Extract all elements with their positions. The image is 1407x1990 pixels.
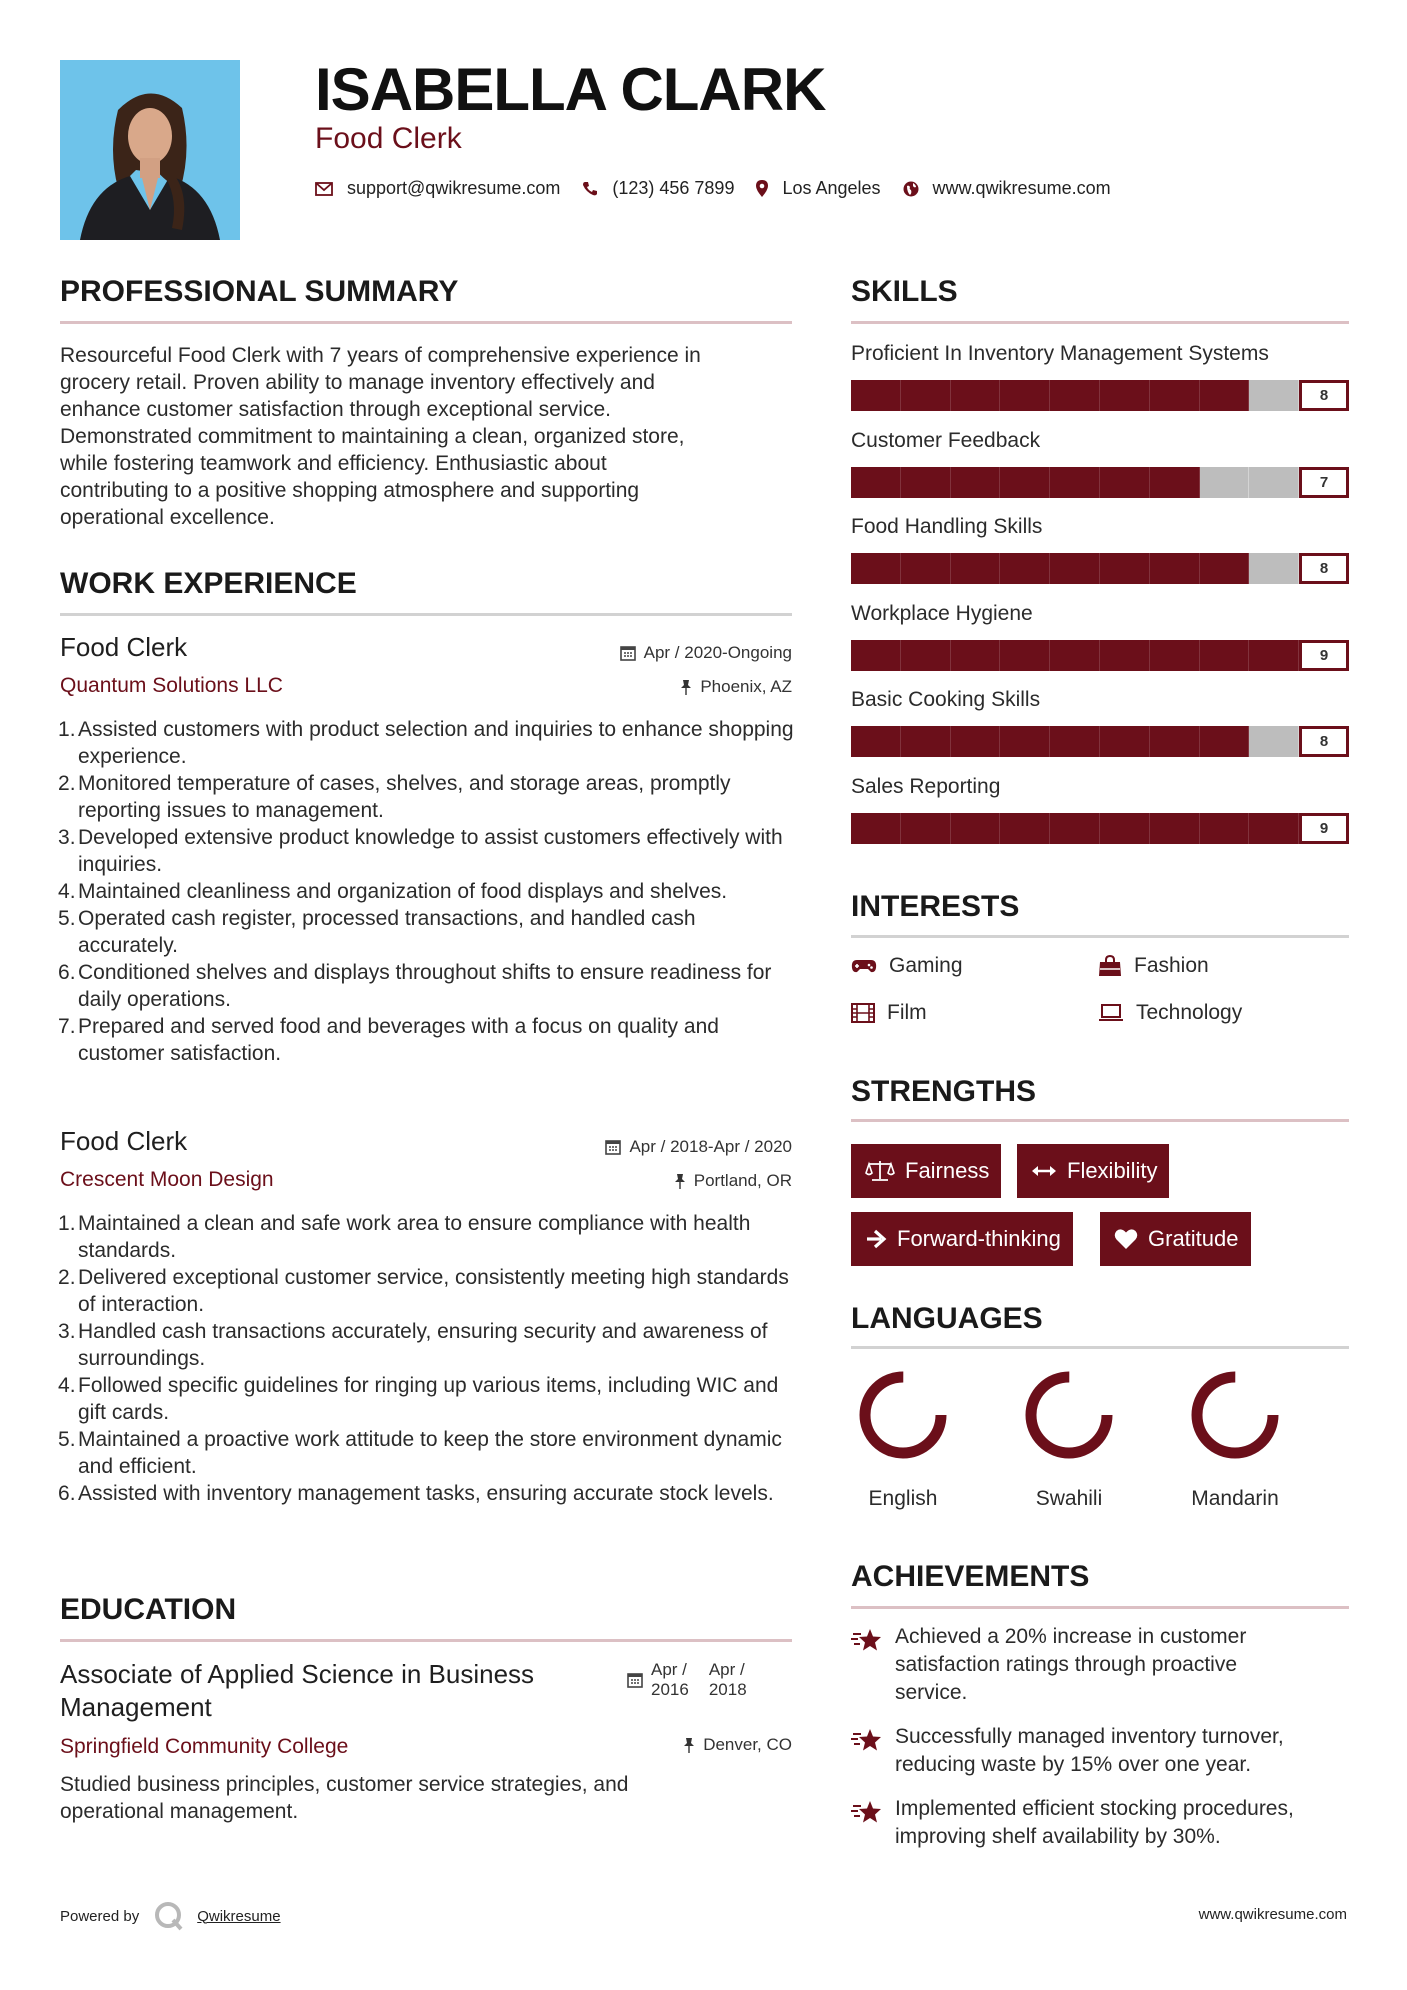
footer-url[interactable]: www.qwikresume.com	[1198, 1906, 1347, 1923]
language-ring	[1019, 1365, 1119, 1465]
skill-bar-segment	[1000, 813, 1050, 844]
skill-bar-segment	[1150, 726, 1200, 757]
skill-level-bar	[851, 553, 1349, 584]
portrait-image	[60, 60, 240, 240]
skill-level-bar	[851, 813, 1349, 844]
contact-email[interactable]	[315, 178, 560, 199]
duty-item: Maintained cleanliness and organization of food displays and shelves.	[78, 880, 728, 903]
language-ring	[853, 1365, 953, 1465]
skill-bar-segment	[1150, 813, 1200, 844]
education-divider	[60, 1639, 792, 1642]
duty-item: Conditioned shelves and displays throughout shifts to ensure readiness for daily operations.	[78, 961, 772, 1011]
skill-bar-segment	[951, 813, 1001, 844]
arrows-horizontal-icon	[1031, 1164, 1057, 1178]
skill-bar-segment	[1249, 640, 1299, 671]
interest-label: Film	[887, 1001, 927, 1024]
pushpin-icon	[683, 1737, 695, 1753]
skill-bar-segment	[1050, 467, 1100, 498]
achievement-item	[851, 1723, 1351, 1779]
skill-name: Basic Cooking Skills	[851, 688, 1041, 711]
duty-item: Developed extensive product knowledge to assist customers effectively with inquiries.	[78, 826, 783, 876]
skill-bar-segment	[951, 726, 1001, 757]
skill-bar-segment	[1000, 380, 1050, 411]
languages-heading: LANGUAGES	[851, 1302, 1043, 1335]
language-name: English	[868, 1487, 938, 1510]
duty-item: Maintained a clean and safe work area to ensure compliance with health standards.	[78, 1212, 751, 1262]
duty-item: Assisted with inventory management tasks, ensuring accurate stock levels.	[78, 1482, 774, 1505]
skill-bar-segment	[1050, 553, 1100, 584]
skill-bar-segment	[851, 553, 901, 584]
contact-phone[interactable]	[582, 178, 734, 199]
star-icon	[851, 1799, 883, 1825]
education-location	[683, 1735, 792, 1755]
skill-bar-segment	[951, 553, 1001, 584]
pushpin-icon	[680, 679, 692, 695]
skill-bar-segment	[1000, 467, 1050, 498]
skill-bar-segment	[901, 380, 951, 411]
education-location-text: Denver, CO	[703, 1735, 792, 1754]
shopping-bag-icon	[1098, 955, 1122, 977]
achievement-text	[895, 1795, 1294, 1851]
skill-bar-segment	[851, 467, 901, 498]
duty-item: Prepared and served food and beverages with a focus on quality and customer satisfaction.	[78, 1015, 719, 1065]
language-name: Mandarin	[1191, 1487, 1279, 1510]
achievement-line: reducing waste by 15% over one year.	[895, 1753, 1252, 1776]
interests-heading: INTERESTS	[851, 890, 1020, 923]
skill-bar-segment	[1100, 380, 1150, 411]
degree-line: Management	[60, 1692, 212, 1722]
balance-scale-icon	[865, 1160, 895, 1182]
skill-level-value: 8	[1299, 726, 1349, 757]
pushpin-icon	[674, 1173, 686, 1189]
education-desc-line: Studied business principles, customer service strategies, and	[60, 1773, 629, 1796]
language-proficiency-arc	[1197, 1377, 1273, 1453]
skill-bar-segment	[901, 467, 951, 498]
skills-heading: SKILLS	[851, 275, 958, 308]
interest-label: Fashion	[1134, 954, 1209, 977]
summary-line: contributing to a positive shopping atmosphere and supporting	[60, 479, 640, 502]
skill-name: Proficient In Inventory Management Systems	[851, 342, 1269, 365]
duty-item: Operated cash register, processed transactions, and handled cash accurately.	[78, 907, 696, 957]
strength-forward-thinking	[851, 1212, 1073, 1266]
interest-technology	[1098, 1001, 1242, 1025]
skill-bar-segment	[851, 726, 901, 757]
skill-bar-segment	[851, 380, 901, 411]
skill-bar-segment	[1100, 553, 1150, 584]
achievement-line: Achieved a 20% increase in customer	[895, 1625, 1247, 1648]
skill-level-bar	[851, 380, 1349, 411]
skill-bar-segment	[901, 726, 951, 757]
envelope-icon	[315, 182, 333, 196]
strength-fairness	[851, 1144, 1001, 1198]
experience-heading: WORK EXPERIENCE	[60, 567, 357, 600]
education-dates	[627, 1660, 747, 1700]
achievements-divider	[851, 1606, 1349, 1609]
summary-line: Demonstrated commitment to maintaining a clean, organized store,	[60, 425, 685, 448]
skill-bar-segment	[851, 640, 901, 671]
skill-bar-segment	[1000, 726, 1050, 757]
summary-divider	[60, 321, 792, 324]
language-name: Swahili	[1035, 1487, 1103, 1510]
skill-bar-segment	[1050, 726, 1100, 757]
strength-label: Forward-thinking	[897, 1226, 1061, 1251]
education-end-year: 2018	[708, 1680, 747, 1699]
skill-bar-segment	[1200, 726, 1250, 757]
job-duties	[60, 1210, 800, 1507]
degree-title	[60, 1658, 534, 1724]
skill-bar-segment	[1150, 467, 1200, 498]
skill-bar-segment	[1150, 380, 1200, 411]
job-role: Food Clerk	[60, 632, 188, 662]
strength-flexibility	[1017, 1144, 1169, 1198]
education-description	[60, 1771, 800, 1825]
achievements-heading: ACHIEVEMENTS	[851, 1560, 1090, 1593]
footer-powered-by	[60, 1900, 281, 1932]
job-dates-text: Apr / 2018-Apr / 2020	[629, 1137, 792, 1156]
star-icon	[851, 1727, 883, 1753]
skill-bar-segment	[1100, 726, 1150, 757]
skill-bar-segment	[1050, 380, 1100, 411]
achievement-text	[895, 1723, 1284, 1779]
strengths-heading: STRENGTHS	[851, 1075, 1037, 1108]
achievement-item	[851, 1795, 1351, 1851]
achievement-line: Implemented efficient stocking procedures,	[895, 1797, 1294, 1820]
website-text: www.qwikresume.com	[932, 178, 1111, 198]
job-location	[680, 677, 792, 697]
summary-line: grocery retail. Proven ability to manage inventory effectively and	[60, 371, 655, 394]
skill-level-value: 9	[1299, 813, 1349, 844]
summary-line: enhance customer satisfaction through exceptional service.	[60, 398, 611, 421]
achievement-item	[851, 1623, 1351, 1707]
achievement-line: improving shelf availability by 30%.	[895, 1825, 1221, 1848]
phone-text: (123) 456 7899	[612, 178, 735, 198]
skill-level-value: 9	[1299, 640, 1349, 671]
education-start-year: 2016	[651, 1680, 689, 1699]
contact-website[interactable]	[903, 178, 1111, 199]
film-icon	[851, 1003, 875, 1023]
skill-level-bar	[851, 640, 1349, 671]
duty-item: Maintained a proactive work attitude to keep the store environment dynamic and efficient.	[78, 1428, 782, 1478]
duty-item: Assisted customers with product selection and inquiries to enhance shopping experience.	[78, 718, 794, 768]
job-dates-text: Apr / 2020-Ongoing	[643, 643, 792, 662]
interest-film	[851, 1001, 927, 1025]
languages-divider	[851, 1346, 1349, 1349]
summary-line: while fostering teamwork and efficiency. Enthusiastic about	[60, 452, 607, 475]
achievement-line: service.	[895, 1681, 968, 1704]
strength-label: Flexibility	[1067, 1158, 1158, 1183]
skill-bar-segment	[1100, 813, 1150, 844]
contact-location	[756, 178, 880, 199]
summary-text	[60, 342, 800, 531]
strengths-divider	[851, 1119, 1349, 1122]
arrow-right-icon	[865, 1229, 887, 1249]
skill-bar-segment	[851, 813, 901, 844]
summary-line: Resourceful Food Clerk with 7 years of comprehensive experience in	[60, 344, 701, 367]
job-dates	[605, 1137, 792, 1157]
skill-bar-segment	[1249, 553, 1299, 584]
skill-bar-segment	[951, 467, 1001, 498]
duty-item: Monitored temperature of cases, shelves, and storage areas, promptly reporting issues to management.	[78, 772, 731, 822]
skill-bar-segment	[1050, 640, 1100, 671]
powered-by-text: Powered by	[60, 1907, 140, 1925]
job-duties	[60, 716, 800, 1067]
language-proficiency-arc	[1031, 1377, 1107, 1453]
skill-level-value: 8	[1299, 380, 1349, 411]
skill-name: Workplace Hygiene	[851, 601, 1033, 625]
interest-label: Technology	[1136, 1001, 1243, 1024]
heart-icon	[1114, 1228, 1138, 1250]
skill-bar-segment	[1100, 467, 1150, 498]
job-company: Quantum Solutions LLC	[60, 674, 283, 697]
skill-bar-segment	[951, 640, 1001, 671]
candidate-name: ISABELLA CLARK	[315, 56, 826, 123]
skill-bar-segment	[1150, 640, 1200, 671]
skill-name: Food Handling Skills	[851, 515, 1043, 538]
skill-bar-segment	[901, 553, 951, 584]
degree-line: Associate of Applied Science in Business	[60, 1659, 535, 1689]
duty-item: Delivered exceptional customer service, consistently meeting high standards of interaction.	[78, 1266, 789, 1316]
skill-bar-segment	[1000, 553, 1050, 584]
phone-icon	[582, 181, 598, 197]
qwikresume-logo-icon	[153, 1900, 185, 1932]
education-heading: EDUCATION	[60, 1593, 237, 1626]
job-dates	[620, 643, 792, 663]
contact-bar	[315, 178, 1133, 199]
language-proficiency-arc	[865, 1377, 941, 1453]
language-ring	[1185, 1365, 1285, 1465]
interests-divider	[851, 935, 1349, 938]
achievement-line: satisfaction ratings through proactive	[895, 1653, 1238, 1676]
duty-item: Followed specific guidelines for ringing up various items, including WIC and gift cards.	[78, 1374, 779, 1424]
achievement-line: Successfully managed inventory turnover,	[895, 1725, 1284, 1748]
calendar-icon	[620, 645, 636, 661]
job-role: Food Clerk	[60, 1126, 188, 1156]
skill-bar-segment	[1249, 813, 1299, 844]
skill-bar-segment	[1050, 813, 1100, 844]
gamepad-icon	[851, 958, 877, 974]
interest-gaming	[851, 954, 963, 978]
skill-bar-segment	[1200, 380, 1250, 411]
map-marker-icon	[756, 180, 768, 197]
skill-bar-segment	[1249, 380, 1299, 411]
profile-photo	[60, 60, 240, 240]
skill-bar-segment	[901, 813, 951, 844]
duty-item: Handled cash transactions accurately, ensuring security and awareness of surroundings.	[78, 1320, 768, 1370]
job-location	[674, 1171, 792, 1191]
skill-bar-segment	[1249, 726, 1299, 757]
candidate-title: Food Clerk	[315, 122, 462, 155]
education-desc-line: operational management.	[60, 1800, 299, 1823]
skill-bar-segment	[1200, 640, 1250, 671]
skill-name: Sales Reporting	[851, 774, 1001, 798]
summary-line: operational excellence.	[60, 506, 275, 529]
skill-bar-segment	[1200, 467, 1250, 498]
education-start-month: Apr /	[651, 1660, 687, 1679]
strength-label: Gratitude	[1148, 1226, 1239, 1251]
education-end	[709, 1660, 747, 1700]
laptop-icon	[1098, 1004, 1124, 1022]
skill-bar-segment	[951, 380, 1001, 411]
job-location-text: Phoenix, AZ	[700, 677, 792, 696]
job-company: Crescent Moon Design	[60, 1168, 274, 1191]
summary-heading: PROFESSIONAL SUMMARY	[60, 275, 459, 308]
star-icon	[851, 1627, 883, 1653]
skill-bar-segment	[1249, 467, 1299, 498]
calendar-icon	[627, 1672, 643, 1688]
email-text: support@qwikresume.com	[347, 178, 561, 198]
school-name: Springfield Community College	[60, 1735, 349, 1758]
skill-bar-segment	[901, 640, 951, 671]
education-end-month: Apr /	[708, 1660, 745, 1679]
education-start	[651, 1660, 689, 1700]
skill-level-value: 7	[1299, 467, 1349, 498]
skill-name: Customer Feedback	[851, 428, 1041, 452]
calendar-icon	[605, 1139, 621, 1155]
skill-bar-segment	[1150, 553, 1200, 584]
strength-gratitude	[1100, 1212, 1251, 1266]
location-text: Los Angeles	[782, 178, 881, 198]
strength-label: Fairness	[905, 1158, 990, 1183]
skill-level-value: 8	[1299, 553, 1349, 584]
interest-fashion	[1098, 954, 1209, 978]
skill-bar-segment	[1200, 553, 1250, 584]
brand-link[interactable]: Qwikresume	[197, 1907, 281, 1925]
job-location-text: Portland, OR	[693, 1171, 792, 1190]
interest-label: Gaming	[889, 954, 963, 977]
skill-bar-segment	[1000, 640, 1050, 671]
skills-divider	[851, 321, 1349, 324]
skill-level-bar	[851, 467, 1349, 498]
skill-bar-segment	[1200, 813, 1250, 844]
globe-icon	[903, 181, 919, 197]
experience-divider	[60, 613, 792, 616]
skill-level-bar	[851, 726, 1349, 757]
skill-bar-segment	[1100, 640, 1150, 671]
achievement-text	[895, 1623, 1246, 1707]
